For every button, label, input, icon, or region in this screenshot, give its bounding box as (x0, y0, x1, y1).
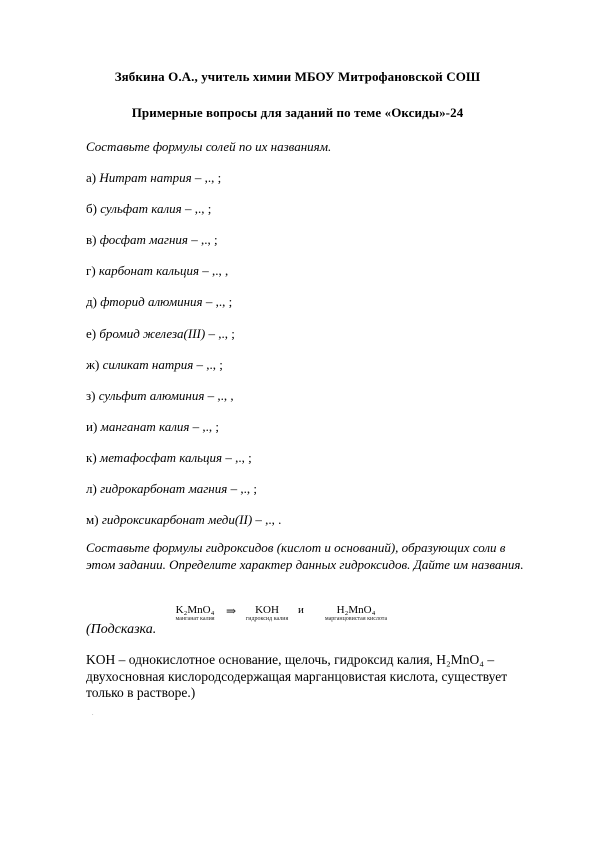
item-letter: к) (86, 449, 97, 465)
item-name: гидрокарбонат магния (100, 481, 228, 496)
base-formula: KOH (255, 604, 279, 616)
item-name: карбонат кальция (98, 263, 200, 279)
item-letter: д) (86, 294, 97, 310)
salt-caption: манганат калия (175, 616, 215, 622)
task2-instruction: Составьте формулы гидроксидов (кислот и оснований), образующих соли в этом задании. Определите характер данных гидроксидов. Дайте им названия. (86, 540, 524, 572)
item-name: фторид алюминия (100, 294, 203, 310)
salt-item (86, 357, 223, 373)
salt-item (86, 326, 235, 342)
item-answer-blank: – ,., , (199, 263, 229, 279)
acid-formula-group (308, 604, 404, 623)
salt-formula-group (166, 604, 224, 623)
hint-explanation: KOH – однокислотное основание, щелочь, гидроксид калия, H₂MnO₄ – двухосновная кислородсодержащая марганцовистая кислота, существует только в растворе.) (86, 652, 508, 700)
item-name: сульфат калия (100, 201, 182, 217)
author-line: Зябкина О.А., учитель химии МБОУ Митрофановской СОШ (114, 69, 481, 84)
item-letter: ж) (86, 356, 100, 372)
salt-item (86, 481, 257, 497)
task1-instruction: Составьте формулы солей по их названиям. (86, 139, 332, 154)
salt-item (86, 294, 232, 310)
item-answer-blank: – ,., , (204, 387, 234, 403)
item-name: фосфат магния (99, 232, 188, 248)
stray-mark: . (92, 711, 94, 717)
item-name: бромид железа(III) (99, 325, 206, 341)
item-answer-blank: – ,., ; (181, 201, 212, 217)
item-answer-blank: – ,., ; (222, 449, 252, 465)
item-answer-blank: – ,., ; (191, 170, 222, 185)
salt-item (86, 263, 228, 279)
salt-item (86, 201, 211, 217)
acid-formula: H₂MnO₄ (336, 604, 376, 616)
item-letter: е) (86, 325, 97, 341)
item-letter: з) (86, 387, 96, 403)
item-letter: л) (86, 481, 97, 496)
base-caption: гидроксид калия (245, 616, 289, 622)
item-letter: и) (86, 418, 98, 434)
item-answer-blank: – ,., ; (205, 325, 235, 341)
item-name: манганат калия (100, 418, 190, 434)
item-answer-blank: – ,., ; (227, 481, 257, 496)
item-answer-blank: – ,., ; (187, 232, 218, 248)
item-letter: в) (86, 232, 97, 248)
and-word: и (298, 604, 304, 616)
item-name: метафосфат кальция (99, 449, 223, 465)
hint-label: (Подсказка. (86, 622, 157, 637)
acid-caption: марганцовистая кислота (324, 616, 388, 622)
hint-block (86, 604, 526, 644)
page-subtitle: Примерные вопросы для заданий по теме «Оксиды»-24 (131, 105, 464, 120)
item-answer-blank: – ,., ; (193, 356, 223, 372)
salt-item (86, 388, 234, 404)
item-letter: г) (86, 263, 96, 279)
base-formula-group (242, 604, 292, 623)
item-name: Нитрат натрия (99, 170, 192, 185)
item-letter: б) (86, 201, 97, 217)
hint-formula (166, 604, 406, 644)
salt-item (86, 170, 221, 186)
salt-item (86, 512, 281, 528)
item-name: гидроксикарбонат меди(II) (101, 512, 253, 528)
item-letter: м) (86, 512, 99, 528)
salt-item (86, 450, 252, 466)
item-answer-blank: – ,., ; (189, 418, 220, 434)
item-answer-blank: – ,., . (252, 512, 282, 528)
salt-item (86, 419, 219, 435)
item-name: сульфит алюминия (98, 387, 205, 403)
item-name: силикат натрия (102, 356, 194, 372)
reaction-arrow: ⇒ (226, 604, 237, 618)
item-answer-blank: – ,., ; (202, 294, 233, 310)
item-letter: а) (86, 170, 97, 185)
salt-formula: K₂MnO₄ (175, 604, 215, 616)
salt-item (86, 232, 218, 248)
